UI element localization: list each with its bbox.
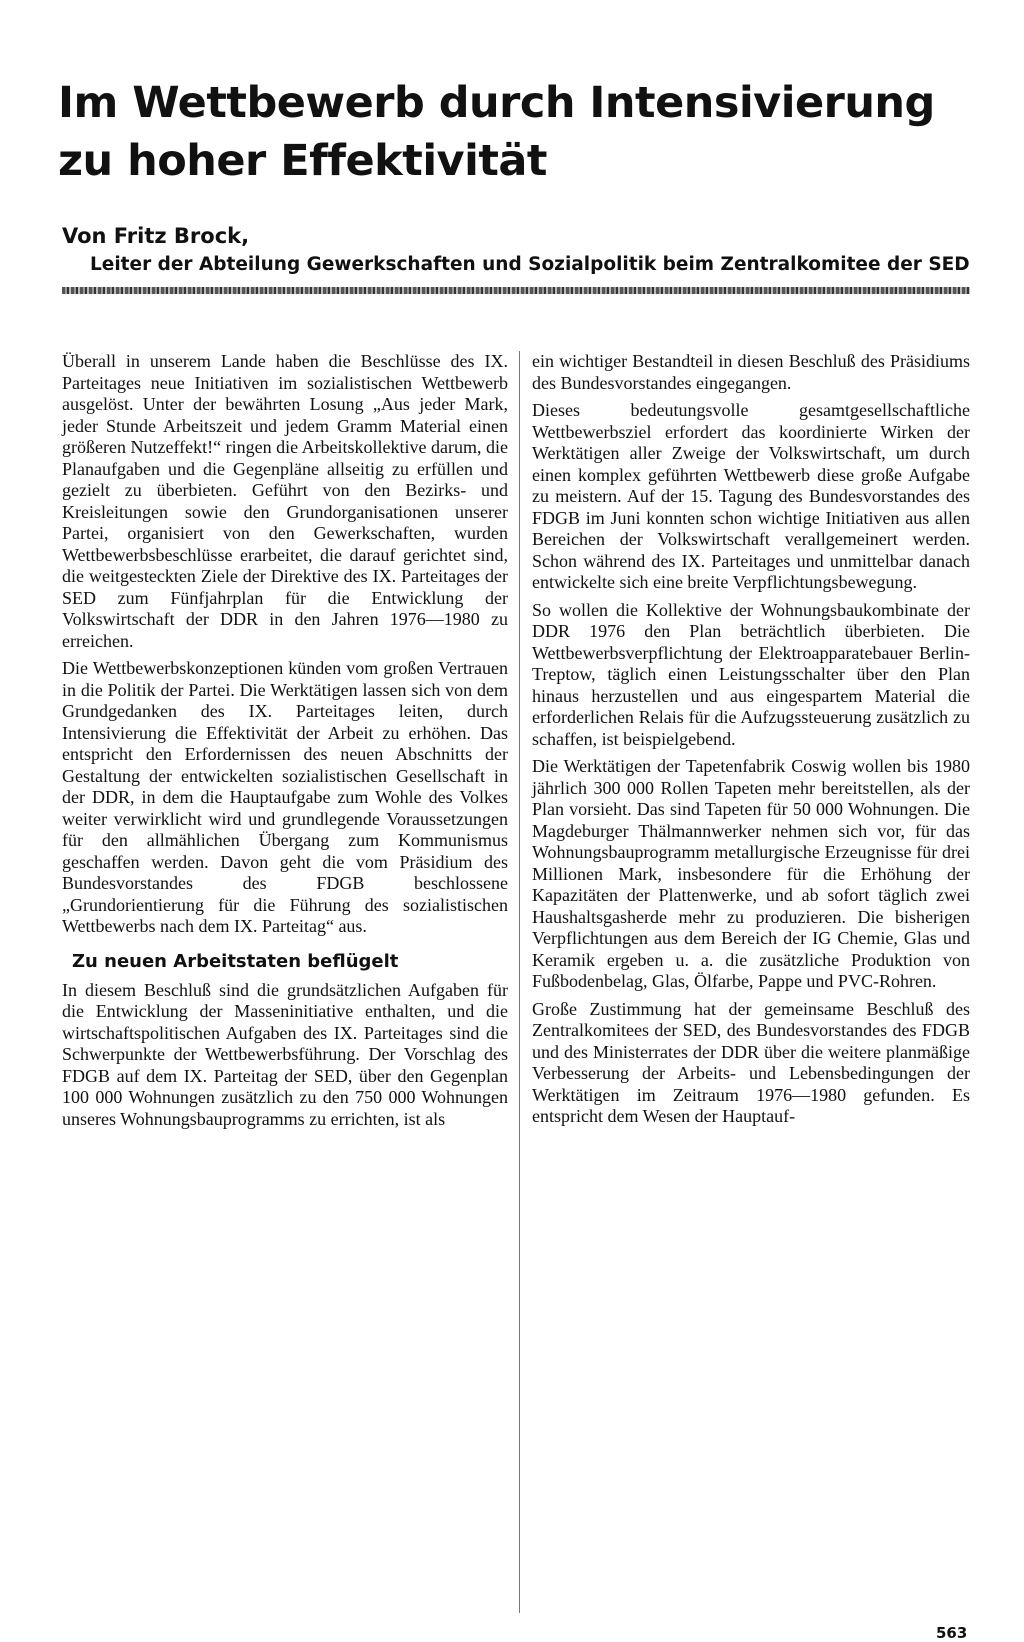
left-paragraph-3: In diesem Beschluß sind die grundsätzlichen Aufgaben für die Entwicklung der Masseninitiative enthalten, und die wirtschaftspolitischen Aufgaben des IX. Parteitages sind die Schwerpunkte der Wettbewerbsführung. Der Vorschlag des FDGB auf dem IX. Parteitag der SED, über den Gegenplan 100 000 Wohnungen zusätzlich zu den 750 000 Wohnungen unseres Wohnungsbauprogramms zu errichten, ist als	[62, 979, 508, 1129]
left-paragraph-2: Die Wettbewerbskonzeptionen künden vom großen Vertrauen in die Politik der Partei. Die Werktätigen lassen sich von dem Grundgedanken des IX. Parteitages leiten, durch Intensivierung die Effektivität der Arbeit zu erhöhen. Das entspricht den Erfordernissen des neuen Abschnitts der Gestaltung der entwickelten sozialistischen Gesellschaft in der DDR, in dem die Hauptaufgabe zum Wohle des Volkes weiter verwirklicht wird und grundlegende Voraussetzungen für den allmählichen Übergang zum Kommunismus geschaffen werden. Davon geht die vom Präsidium des Bundesvorstandes des FDGB beschlossene „Grundorientierung für die Führung des sozialistischen Wettbewerbs nach dem IX. Parteitag“ aus.	[62, 658, 508, 936]
title-line-2: zu hoher Effektivität	[58, 136, 547, 186]
column-divider	[519, 351, 520, 1613]
section-heading: Zu neuen Arbeitstaten beflügelt	[72, 950, 399, 972]
right-paragraph-4: Die Werktätigen der Tapetenfabrik Coswig wollen bis 1980 jährlich 300 000 Rollen Tapeten mehr bereitstellen, als der Plan vorsieht. Das sind Tapeten für 50 000 Wohnungen. Die Magdeburger Thälmannwerker nehmen sich vor, für das Wohnungsbauprogramm metallurgische Erzeugnisse für drei Millionen Mark, insbesondere für die Erhöhung der Kapazitäten der Plattenwerke, und ab sofort täglich zwei Haushaltsgasherde mehr zu produzieren. Die bisherigen Verpflichtungen aus dem Bereich der IG Chemie, Glas und Keramik ergeben u. a. die zusätzliche Produktion von Fußbodenbelag, Glas, Ölfarbe, Pappe und PVC-Rohren.	[532, 756, 970, 991]
right-column	[532, 351, 970, 1134]
right-paragraph-5: Große Zustimmung hat der gemeinsame Beschluß des Zentralkomitees der SED, des Bundesvorstandes des FDGB und des Ministerrates der DDR über die weitere planmäßige Verbesserung der Arbeits- und Lebensbedingungen der Werktätigen im Zeitraum 1976—1980 gefunden. Es entspricht dem Wesen der Hauptauf-	[532, 998, 970, 1126]
author-name: Von Fritz Brock,	[62, 224, 250, 248]
left-column	[62, 351, 508, 1136]
article-title	[58, 74, 998, 190]
left-paragraph-1: Überall in unserem Lande haben die Beschlüsse des IX. Parteitages neue Initiativen im sozialistischen Wettbewerb ausgelöst. Unter der bewährten Losung „Aus jeder Mark, jeder Stunde Arbeitszeit und jedem Gramm Material einen größeren Nutzeffekt!“ ringen die Arbeitskollektive darum, die Planaufgaben und die Gegenpläne allseitig zu erfüllen und gezielt zu überbieten. Geführt von den Bezirks- und Kreisleitungen sowie den Grundorganisationen unserer Partei, organisiert von den Gewerkschaften, wurden Wettbewerbsbeschlüsse erarbeitet, die darauf gerichtet sind, die weitgesteckten Ziele der Direktive des IX. Parteitages der SED zum Fünfjahrplan für die Entwicklung der Volkswirtschaft der DDR in den Jahren 1976—1980 zu erreichen.	[62, 351, 509, 651]
page-number: 563	[936, 1624, 968, 1642]
right-paragraph-2: Dieses bedeutungsvolle gesamtgesellschaftliche Wettbewerbsziel erfordert das koordinierte Wirken der Werktätigen aller Zweige der Volkswirtschaft, um durch einen komplex geführten Wettbewerb diese große Aufgabe zu meistern. Auf der 15. Tagung des Bundesvorstandes des FDGB im Juni konnten schon wichtige Initiativen aus allen Bereichen der Volkswirtschaft verallgemeinert werden. Schon während des IX. Parteitages und unmittelbar danach entwickelte sich eine breite Verpflichtungsbewegung.	[532, 400, 970, 592]
right-paragraph-3: So wollen die Kollektive der Wohnungsbaukombinate der DDR 1976 den Plan beträchtlich überbieten. Die Wettbewerbsverpflichtung der Elektroapparatebauer Berlin-Treptow, täglich einen Leistungsschalter über den Plan hinaus herzustellen und aus eingespartem Material die erforderlichen Relais für die Aufzugssteuerung zusätzlich zu schaffen, ist beispielgebend.	[532, 599, 970, 749]
author-role: Leiter der Abteilung Gewerkschaften und Sozialpolitik beim Zentralkomitee der SED	[90, 254, 970, 275]
title-divider	[62, 287, 970, 294]
title-line-1: Im Wettbewerb durch Intensivierung	[58, 78, 935, 128]
right-paragraph-1: ein wichtiger Bestandteil in diesen Beschluß des Präsidiums des Bundesvorstandes eingegangen.	[532, 351, 970, 393]
